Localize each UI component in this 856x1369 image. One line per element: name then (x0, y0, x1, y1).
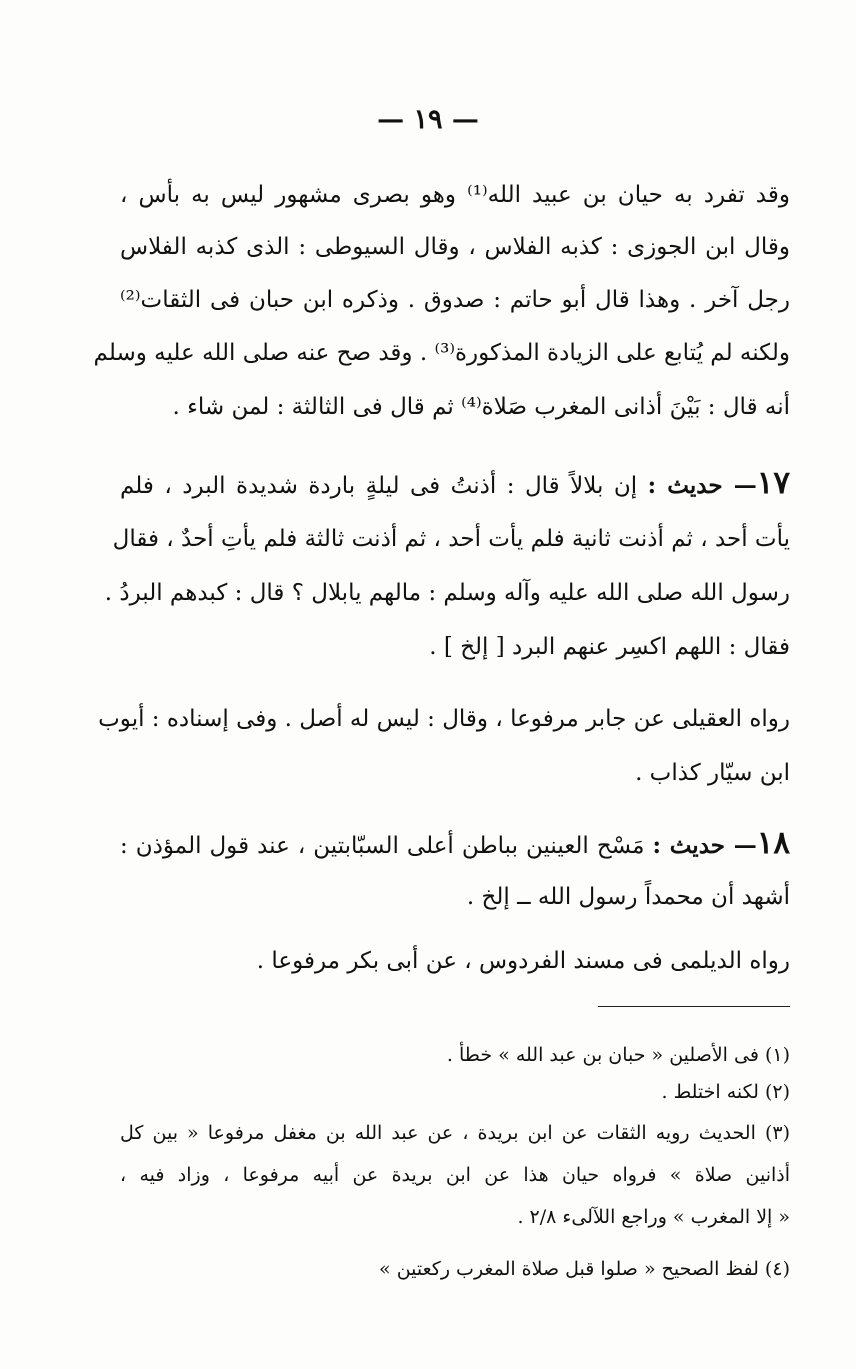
footnote-3-line: أذانين صلاة » فرواه حيان هذا عن ابن بريدة عن أبيه مرفوعا ، وزاد فيه ، (120, 1164, 790, 1186)
paragraph-line: وقد تفرد به حيان بن عبيد الله⁽¹⁾ وهو بصرى مشهور ليس به بأس ، (120, 182, 790, 208)
paragraph-line: رجل آخر . وهذا قال أبو حاتم : صدوق . وذكره ابن حبان فى الثقات⁽²⁾ (120, 287, 790, 313)
hadith-number: ١٧ (756, 465, 791, 501)
footnote-2: (٢) لكنه اختلط . (661, 1081, 790, 1103)
footnote-1: (١) فى الأصلين « حبان بن عبد الله » خطأ . (446, 1044, 790, 1066)
footnote-4: (٤) لفظ الصحيح « صلوا قبل صلاة المغرب ركعتين » (379, 1258, 790, 1280)
footnote-3-line: (٣) الحديث رويه الثقات عن ابن بريدة ، عن عبد الله بن مغفل مرفوعا « بين كل (120, 1122, 790, 1144)
footnote-divider (598, 1006, 790, 1007)
paragraph-line: أنه قال : بَيْنَ أذانى المغرب صَلاة⁽⁴⁾ ثم قال فى الثالثة : لمن شاء . (172, 394, 790, 420)
paragraph-line: فقال : اللهم اكسِر عنهم البرد [ إلخ ] . (429, 634, 790, 660)
hadith-17-heading-line (120, 466, 790, 503)
paragraph-line: يأت أحد ، ثم أذنت ثانية فلم يأت أحد ، ثم أذنت ثالثة فلم يأتِ أحدٌ ، فقال (112, 526, 790, 552)
paragraph-line: أشهد أن محمداً رسول الله ــ إلخ . (466, 884, 790, 910)
page-number: — ١٩ — (377, 104, 479, 135)
source-line: رواه العقيلى عن جابر مرفوعا ، وقال : ليس له أصل . وفى إسناده : أيوب (98, 706, 790, 732)
paragraph-line: ولكنه لم يُتابع على الزيادة المذكورة⁽³⁾ . وقد صح عنه صلى الله عليه وسلم (93, 340, 790, 366)
paragraph-line: وقال ابن الجوزى : كذبه الفلاس ، وقال السيوطى : الذى كذبه الفلاس (120, 234, 790, 260)
hadith-18-heading-line (120, 826, 790, 863)
footnote-3-line: « إلا المغرب » وراجع اللآلىء ٢/٨ . (517, 1206, 790, 1228)
hadith-label: — حديث : (647, 472, 757, 499)
source-line: رواه الديلمى فى مسند الفردوس ، عن أبى بكر مرفوعا . (256, 948, 790, 974)
paragraph-line: رسول الله صلى الله عليه وآله وسلم : مالهم يابلال ؟ قال : كبدهم البردُ . (104, 580, 790, 606)
hadith-text: مَسْح العينين بباطن أعلى السبّابتين ، عند قول المؤذن : (120, 833, 645, 859)
source-line: ابن سيّار كذاب . (635, 760, 790, 786)
hadith-label: — حديث : (652, 832, 757, 859)
hadith-number: ١٨ (756, 825, 791, 861)
hadith-text: إن بلالاً قال : أذنتُ فى ليلةٍ باردة شديدة البرد ، فلم (120, 473, 638, 499)
